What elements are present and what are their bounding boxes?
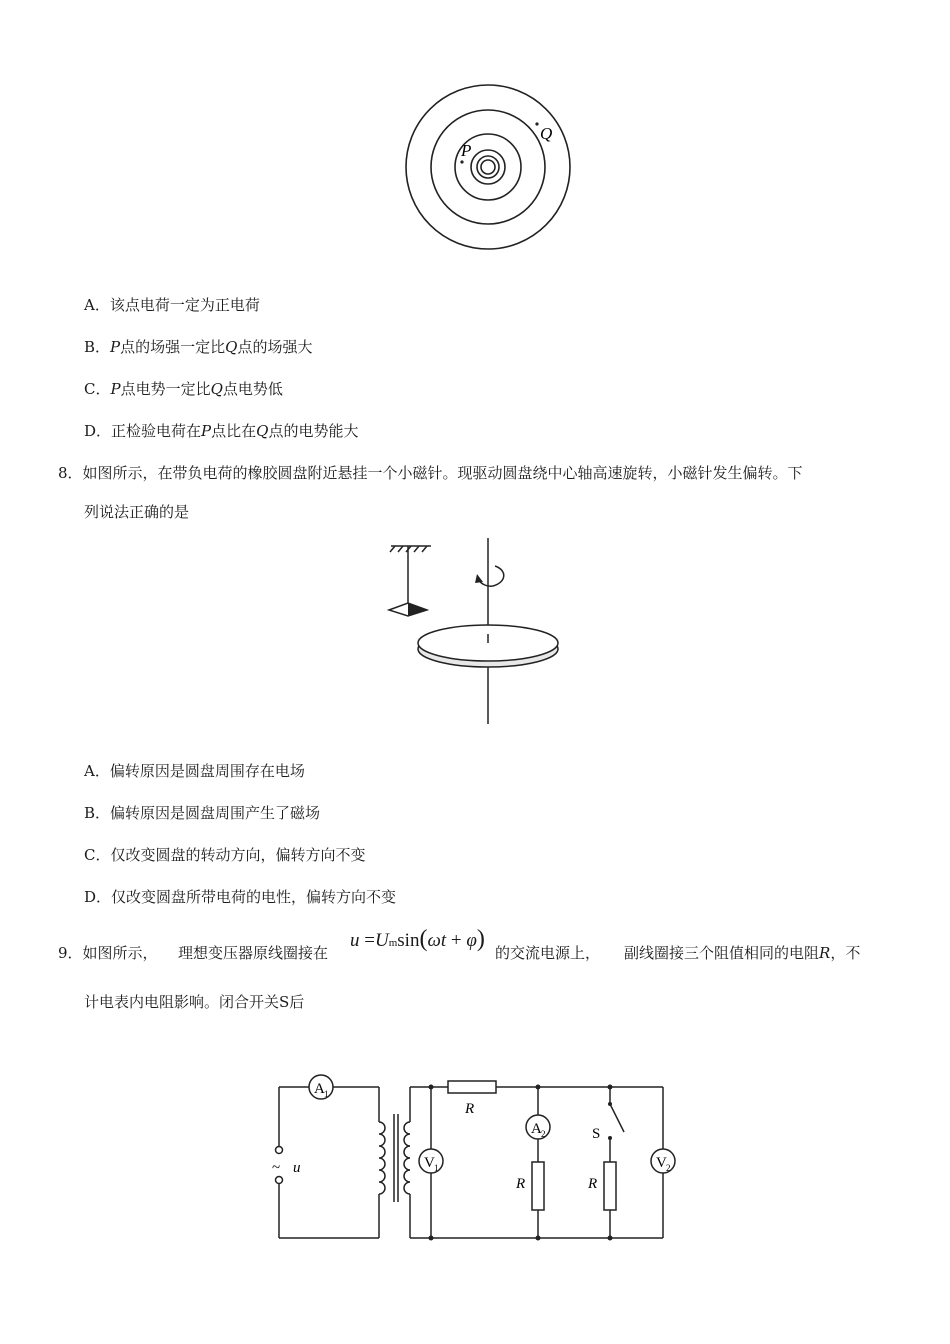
q9-stem-line2: 计电表内电阻影响。闭合开关S后 [84, 993, 305, 1011]
q7-option-d: D．正检验电荷在P点比在Q点的电势能大 [84, 422, 359, 440]
q9-stem-part-c: 的交流电源上， [495, 944, 601, 962]
svg-text:1: 1 [324, 1089, 329, 1099]
equipotential-figure [400, 95, 580, 260]
resistor-right [604, 1162, 616, 1210]
svg-text:2: 2 [666, 1163, 671, 1173]
q8-stem-line2: 列说法正确的是 [84, 503, 190, 521]
svg-text:V: V [424, 1155, 435, 1171]
svg-text:R: R [588, 1176, 598, 1192]
voltage-formula: u =Umsin(ωt + φ) [350, 926, 485, 952]
q9-stem-line1: 9．如图所示， [58, 944, 158, 962]
label-q: Q [540, 124, 553, 143]
resistor-top [448, 1081, 496, 1093]
q9-stem-part-d: 副线圈接三个阻值相同的电阻R，不 [624, 944, 861, 962]
svg-text:R: R [516, 1176, 526, 1192]
q7-option-c: C．P点电势一定比Q点电势低 [84, 380, 283, 398]
q8-stem-line1: 8．如图所示，在带负电荷的橡胶圆盘附近悬挂一个小磁针。现驱动圆盘绕中心轴高速旋转，小磁针发生偏转。下 [58, 464, 803, 482]
rotating-disk-figure [385, 538, 575, 728]
q7-option-a: A．该点电荷一定为正电荷 [84, 296, 260, 314]
q8-option-a: A．偏转原因是圆盘周围存在电场 [84, 762, 305, 780]
svg-text:S: S [592, 1126, 601, 1142]
point-p-dot [460, 160, 463, 163]
q8-option-d: D．仅改变圆盘所带电荷的电性，偏转方向不变 [84, 888, 397, 906]
svg-text:A: A [531, 1121, 542, 1137]
resistor-middle [532, 1162, 544, 1210]
svg-text:1: 1 [434, 1163, 439, 1173]
svg-text:R: R [465, 1101, 475, 1117]
transformer-circuit [262, 1070, 682, 1252]
point-q-dot [535, 122, 538, 125]
q7-option-b: B．P点的场强一定比Q点的场强大 [84, 338, 313, 356]
q8-option-b: B．偏转原因是圆盘周围产生了磁场 [84, 804, 321, 822]
svg-text:~: ~ [272, 1160, 281, 1176]
svg-text:u: u [293, 1160, 301, 1176]
svg-text:2: 2 [541, 1129, 546, 1139]
svg-text:A: A [314, 1081, 325, 1097]
svg-text:V: V [656, 1155, 667, 1171]
label-p: P [461, 141, 472, 160]
q9-stem-part-b: 理想变压器原线圈接在 [178, 944, 329, 962]
q8-option-c: C．仅改变圆盘的转动方向，偏转方向不变 [84, 846, 366, 864]
